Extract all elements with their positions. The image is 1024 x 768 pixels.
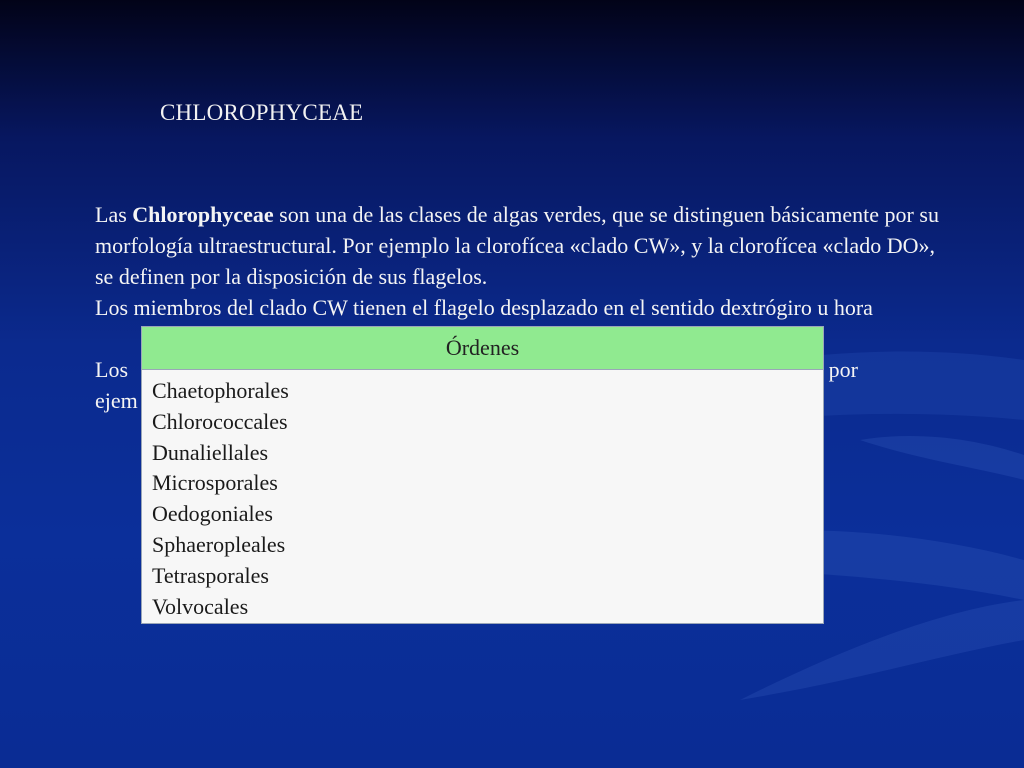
- list-item: Dunaliellales: [152, 439, 269, 465]
- paragraph-1-prefix: Las: [95, 202, 133, 227]
- list-item: Sphaeropleales: [152, 531, 286, 557]
- paragraph-4-start: ejem: [95, 388, 138, 413]
- orders-table-header: Órdenes: [142, 327, 823, 370]
- list-item: Microsporales: [152, 470, 278, 496]
- orders-table: [141, 326, 824, 624]
- list-item: Tetrasporales: [152, 562, 269, 588]
- paragraph-3-start: Los: [95, 357, 128, 382]
- bold-term: Chlorophyceae: [132, 202, 274, 227]
- list-item: Chaetophorales: [152, 378, 289, 403]
- paragraph-3-tail: por: [828, 357, 858, 382]
- list-item: Oedogoniales: [152, 501, 273, 527]
- paragraph-1-rest: son una de las clases de algas verdes, que se distinguen básicamente por su morfología ultraestructural. Por ejemplo la clorofícea «clado CW», y la clorofícea «clado DO», se definen por la disposición de sus flagelos.: [95, 202, 939, 289]
- list-item: Chlorococcales: [152, 408, 288, 434]
- paragraph-1: [95, 199, 945, 292]
- paragraph-2-text: Los miembros del clado CW tienen el flagelo desplazado en el sentido dextrógiro u hora: [95, 295, 873, 320]
- list-item: Volvocales: [152, 593, 249, 619]
- slide-title: CHLOROPHYCEAE: [160, 100, 364, 125]
- orders-list: [142, 370, 823, 622]
